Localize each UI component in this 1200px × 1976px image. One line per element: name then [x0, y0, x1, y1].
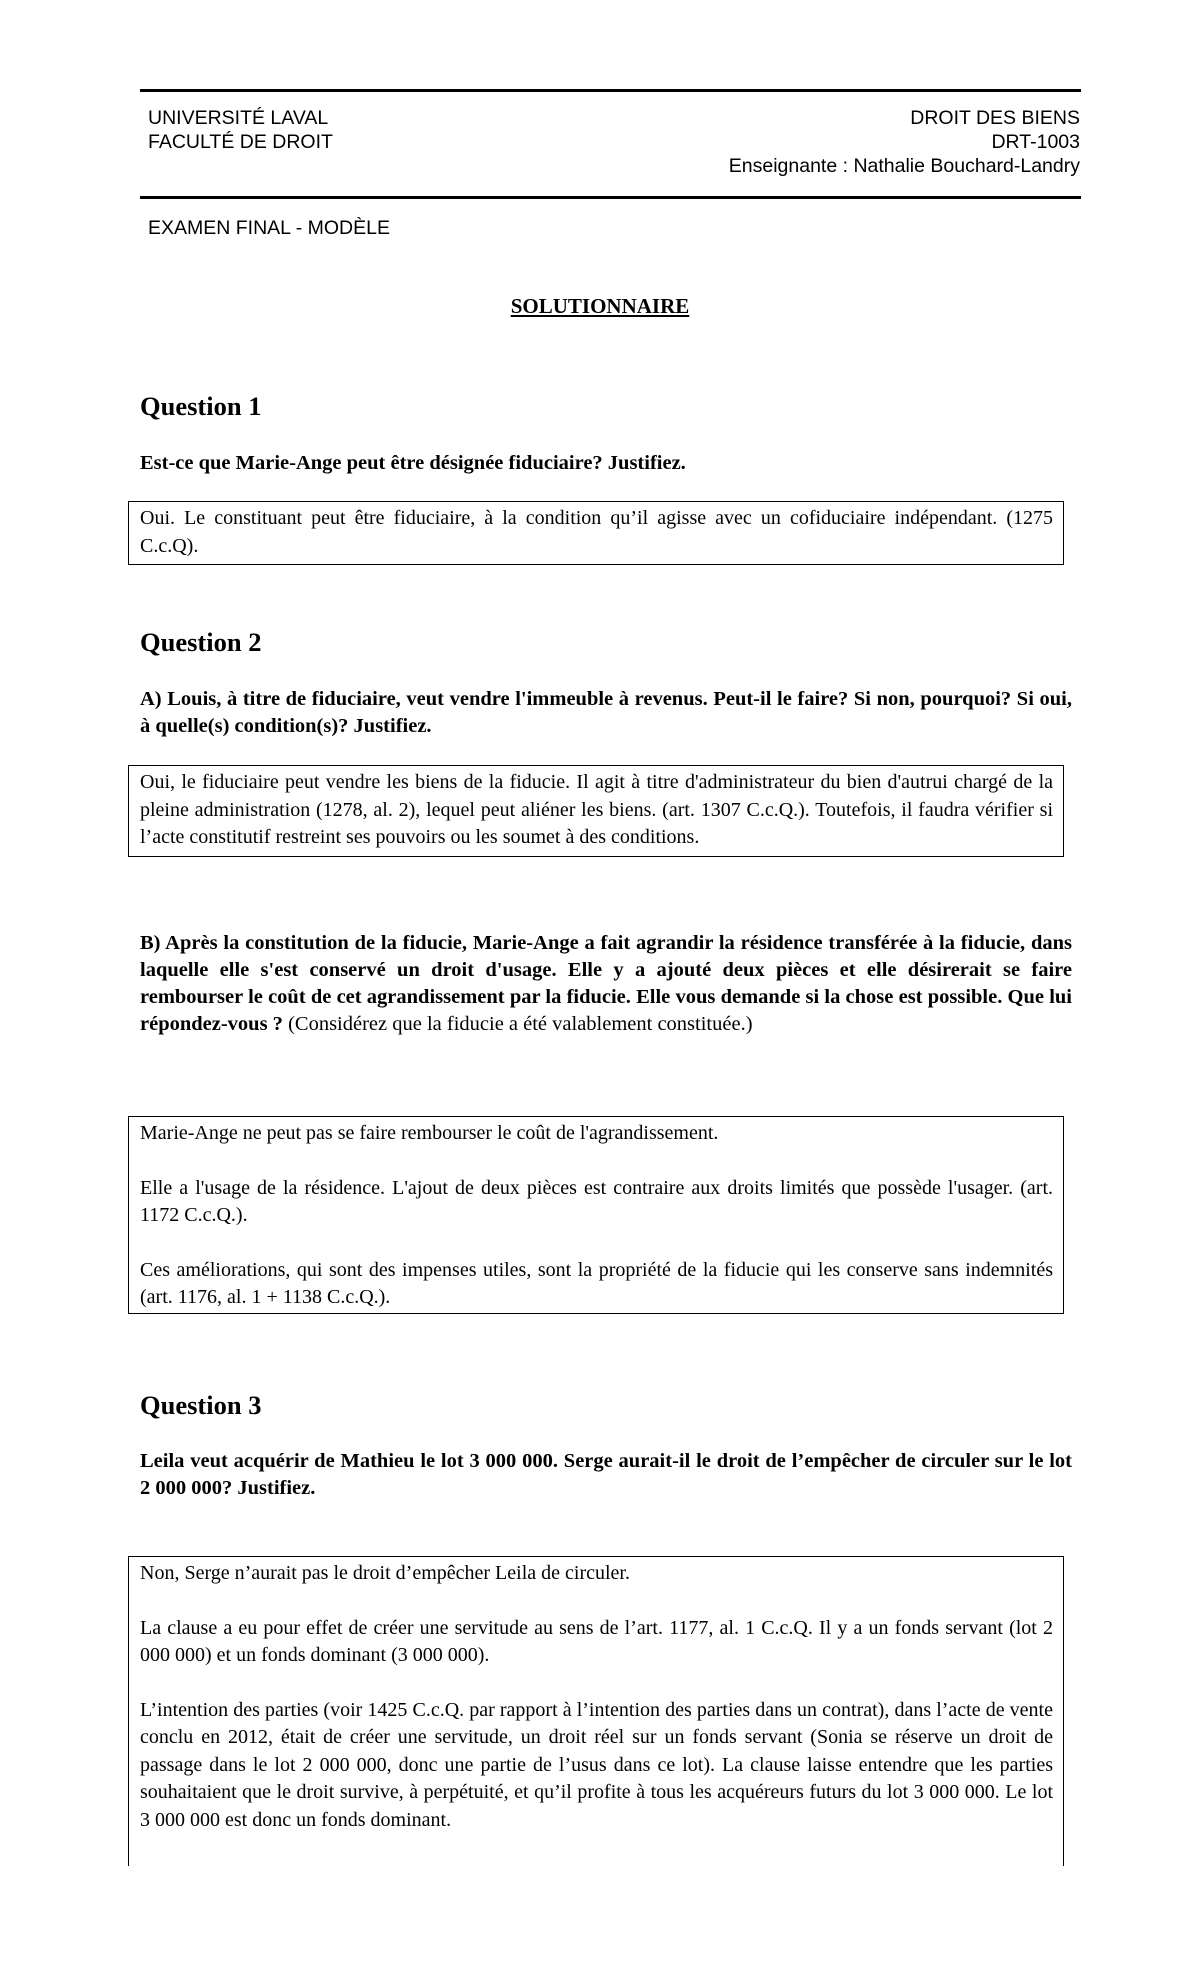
question-2b-answer-para-3: Ces améliorations, qui sont des impenses utiles, sont la propriété de la fiducie qui les conserve sans indemnités (art. 1176, al. 1 + 1138 C.c.Q.).: [140, 1258, 1053, 1308]
question-1-answer-box: [128, 501, 1064, 565]
university-name: UNIVERSITÉ LAVAL: [148, 107, 329, 129]
header-bottom-rule: [140, 196, 1081, 199]
question-1-title: Question 1: [140, 391, 262, 421]
question-2a-answer: Oui, le fiduciaire peut vendre les biens de la fiducie. Il agit à titre d'administrateur du bien d'autrui chargé de la pleine administration (1278, al. 2), lequel peut aliéner les biens. (art. 1307 C.c.Q.). Toutefois, il faudra vérifier si l’acte constitutif restreint ses pouvoirs ou les soumet à des conditions.: [140, 771, 1053, 848]
question-2b-text: [140, 930, 1072, 1038]
question-1-answer: Oui. Le constituant peut être fiduciaire, à la condition qu’il agisse avec un cofiduciaire indépendant. (1275 C.c.Q).: [140, 507, 1053, 557]
question-3-text: Leila veut acquérir de Mathieu le lot 3 000 000. Serge aurait-il le droit de l’empêcher de circuler sur le lot 2 000 000? Justifiez.: [140, 1450, 1072, 1499]
question-1-text: Est-ce que Marie-Ange peut être désignée fiduciaire? Justifiez.: [140, 452, 686, 474]
question-2b-answer-para-1: Marie-Ange ne peut pas se faire rembourser le coût de l'agrandissement.: [140, 1122, 719, 1144]
question-3-title: Question 3: [140, 1390, 262, 1420]
question-2b-note: (Considérez que la fiducie a été valablement constituée.): [288, 1013, 753, 1035]
question-2-title: Question 2: [140, 627, 262, 657]
instructor-name: Enseignante : Nathalie Bouchard-Landry: [728, 155, 1080, 177]
question-3-answer-box: [128, 1556, 1064, 1866]
course-code: DRT-1003: [991, 131, 1080, 153]
question-2b-answer-box: [128, 1116, 1064, 1314]
question-3-answer-para-1: Non, Serge n’aurait pas le droit d’empêcher Leila de circuler.: [140, 1562, 630, 1584]
exam-label: EXAMEN FINAL - MODÈLE: [148, 217, 390, 239]
header-right: [729, 106, 1080, 178]
question-2b-text-bold: B) Après la constitution de la fiducie, Marie-Ange a fait agrandir la résidence transférée à la fiducie, dans laquelle elle s'est conservé un droit d'usage. Elle y a ajouté deux pièces et elle désirerait se faire rembourser le coût de cet agrandissement par la fiducie. Elle vous demande si la chose est possible. Que lui répondez-vous ?: [140, 932, 1072, 1035]
header-top-rule: [140, 89, 1081, 92]
question-2a-answer-box: [128, 765, 1064, 857]
question-2a-text: A) Louis, à titre de fiduciaire, veut vendre l'immeuble à revenus. Peut-il le faire? Si non, pourquoi? Si oui, à quelle(s) condition(s)? Justifiez.: [140, 688, 1072, 737]
course-name: DROIT DES BIENS: [910, 107, 1080, 129]
question-3-answer-para-3: L’intention des parties (voir 1425 C.c.Q. par rapport à l’intention des parties dans un contrat), dans l’acte de vente conclu en 2012, était de créer une servitude, un droit réel sur un fonds servant (Sonia se réserve un droit de passage dans le lot 2 000 000, donc une partie de l’usus dans ce lot). La clause laisse entendre que les parties souhaitaient que le droit survive, à perpétuité, et qu’il profite à tous les acquéreurs futurs du lot 3 000 000. Le lot 3 000 000 est donc un fonds dominant.: [140, 1698, 1053, 1831]
faculty-name: FACULTÉ DE DROIT: [148, 131, 333, 153]
header-left: [148, 106, 333, 154]
page-title: SOLUTIONNAIRE: [510, 294, 690, 318]
question-2b-answer-para-2: Elle a l'usage de la résidence. L'ajout de deux pièces est contraire aux droits limités que possède l'usager. (art. 1172 C.c.Q.).: [140, 1176, 1053, 1226]
question-3-answer-para-2: La clause a eu pour effet de créer une servitude au sens de l’art. 1177, al. 1 C.c.Q. Il y a un fonds servant (lot 2 000 000) et un fonds dominant (3 000 000).: [140, 1616, 1053, 1666]
